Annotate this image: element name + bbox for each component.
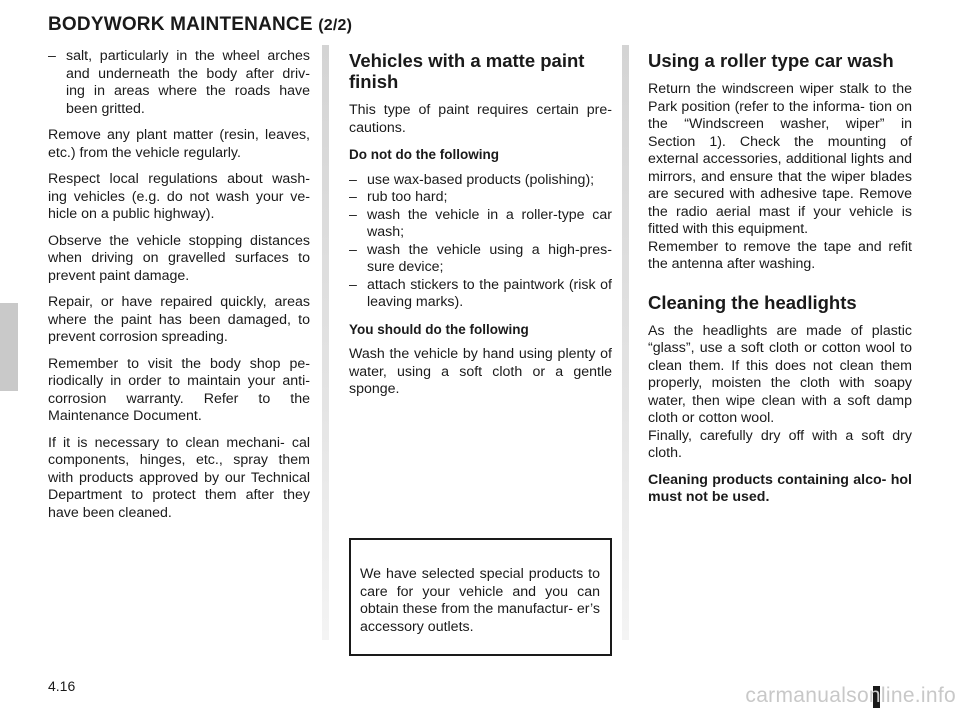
paragraph-stopping-distances: Observe the vehicle stopping distances when driving on gravelled surfaces to prevent paint damage. bbox=[48, 232, 310, 284]
heading-do-not: Do not do the following bbox=[349, 147, 499, 162]
page-title-main: BODYWORK MAINTENANCE bbox=[48, 14, 313, 35]
page-title-suffix: (2/2) bbox=[318, 17, 353, 34]
paragraph-wash-by-hand: Wash the vehicle by hand using plenty of water, using a soft cloth or a gentle sponge. bbox=[349, 346, 612, 397]
paragraph-mechanical-components: If it is necessary to clean mechani- cal components, hinges, etc., spray them with products approved by our Technical Department to protect them after they have been cleaned. bbox=[48, 434, 310, 521]
paragraph-body-shop: Remember to visit the body shop pe- riodically in order to maintain your anti-corrosion warranty. Refer to the Maintenance Document. bbox=[48, 355, 310, 424]
page-title bbox=[48, 14, 352, 36]
warning-alcohol-products: Cleaning products containing alco- hol must not be used. bbox=[648, 471, 912, 505]
heading-matte-paint: Vehicles with a matte paint finish bbox=[349, 50, 585, 92]
paragraph-headlight-cleaning: As the headlights are made of plastic “glass”, use a soft cloth or cotton wool to clean them. If this does not clean them properly, moisten the cloth with soapy water, then wipe clean with a soft damp cloth or cotton wool. bbox=[648, 322, 912, 426]
paragraph-local-regulations: Respect local regulations about wash- ing vehicles (e.g. do not wash your ve- hicle on a public highway). bbox=[48, 171, 310, 222]
column-1 bbox=[48, 48, 310, 531]
list-item: – attach stickers to the paintwork (risk of leaving marks). bbox=[349, 276, 612, 310]
list-item: – salt, particularly in the wheel arches and underneath the body after driv- ing in areas where the roads have been gritted. bbox=[48, 48, 310, 117]
paragraph-remove-tape: Remember to remove the tape and refit the antenna after washing. bbox=[648, 238, 912, 272]
column-3 bbox=[648, 48, 912, 516]
section-tab-marker bbox=[0, 303, 18, 391]
column-divider-left bbox=[322, 45, 329, 640]
list-item: – use wax-based products (polishing); bbox=[349, 171, 595, 188]
heading-roller-car-wash: Using a roller type car wash bbox=[648, 50, 894, 71]
paragraph-repair-paint: Repair, or have repaired quickly, areas where the paint has been damaged, to prevent corrosion spreading. bbox=[48, 294, 310, 345]
paragraph-dry-off: Finally, carefully dry off with a soft dry cloth. bbox=[648, 427, 912, 461]
salt-list bbox=[48, 48, 310, 118]
page-number: 4.16 bbox=[48, 678, 76, 694]
column-2 bbox=[349, 48, 612, 408]
watermark-text: carmanualsonline.info bbox=[745, 684, 956, 707]
list-item: – rub too hard; bbox=[349, 189, 448, 205]
paragraph-roller-instructions: Return the windscreen wiper stalk to the Park position (refer to the informa- tion on the “Windscreen washer, wiper” in Section 1). Check the mounting of external accessories, additional lights and mirrors, and ensure that the wiper blades are secured with adhesive tape. Remove the radio aerial mast if your vehicle is fitted with this equipment. bbox=[648, 81, 912, 237]
column-divider-right bbox=[622, 45, 629, 640]
list-item: – wash the vehicle in a roller-type car wash; bbox=[349, 206, 612, 240]
callout-text: We have selected special products to care for your vehicle and you can obtain these from the manufactur- er’s accessory outlets. bbox=[360, 566, 600, 635]
do-not-list bbox=[349, 172, 612, 312]
paragraph-plant-matter: Remove any plant matter (resin, leaves, etc.) from the vehicle regularly. bbox=[48, 127, 310, 161]
heading-should-do: You should do the following bbox=[349, 321, 529, 337]
accessory-products-callout bbox=[349, 538, 612, 656]
heading-cleaning-headlights: Cleaning the headlights bbox=[648, 291, 857, 313]
list-item: – wash the vehicle using a high-pres- sure device; bbox=[349, 241, 612, 275]
paragraph-matte-intro: This type of paint requires certain pre- cautions. bbox=[349, 102, 612, 136]
